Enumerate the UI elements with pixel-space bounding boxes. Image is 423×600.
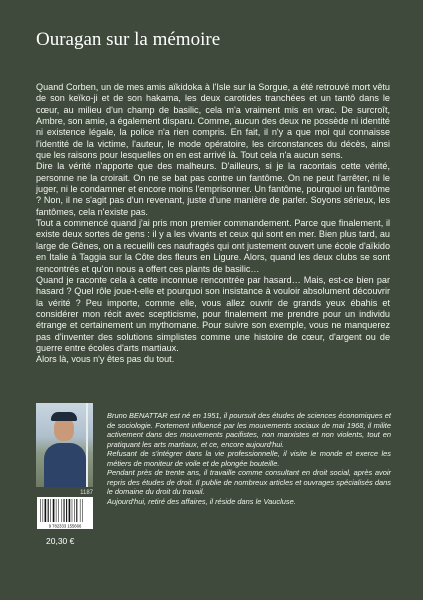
barcode-icon [37, 497, 93, 529]
author-cap [51, 412, 77, 421]
sailboat-mast [86, 403, 88, 487]
barcode-number: 9 782333 155666 [48, 523, 82, 529]
author-biography [107, 411, 391, 506]
price: 20,30 € [46, 536, 75, 546]
author-photo [36, 403, 93, 487]
summary-paragraph: Alors là, vous n'y êtes pas du tout. [36, 354, 175, 365]
summary-paragraph: Dire la vérité n'apporte que des malheurs. D'ailleurs, si je la racontais cette vérité, personne ne la croirait. On ne se bat pas contre un fantôme. On ne peut l'arrêter, ni le juger, ni le condamner et encore moins l'emprisonner. Un fantôme, pourquoi un fantôme ? Non, il ne s'agit pas d'un revenant, juste d'une manière de parler. Soyons sérieux, les fantômes, cela n'existe pas. [36, 161, 390, 217]
bio-paragraph: Aujourd'hui, retiré des affaires, il réside dans le Vaucluse. [107, 496, 296, 506]
back-cover-summary [36, 82, 390, 366]
summary-paragraph: Quand je raconte cela à cette inconnue rencontrée par hasard… Mais, est-ce bien par hasard ? Quel rôle joue-t-elle et pourquoi son insistance à vouloir absolument découvrir la vérité ? Peu importe, comme elle, vous allez ouvrir de grands yeux ébahis et considérer mon récit avec scepticisme, pour finalement me prendre pour un individu étrange et certainement un mythomane. Pour suivre son exemple, vous ne manquerez pas d'inventer des solutions simplistes comme une histoire de cœur, d'argent ou de guerre entre écoles d'arts martiaux. [36, 274, 390, 353]
book-title: Ouragan sur la mémoire [36, 29, 221, 50]
bio-paragraph: Pendant près de trente ans, il travaille comme consultant en droit social, après avoir repris des études de droit. Il publie de nombreux articles et ouvrages spécialisés dans le domaine du droit du travail. [107, 468, 391, 496]
bio-paragraph: Bruno BENATTAR est né en 1951, il poursuit des études de sciences économiques et de sociologie. Fortement influencé par les mouvements sociaux de mai 1968, il milite activement dans des mouvements pacifistes, non marxistes et non violents, tout en pratiquant les arts martiaux, et ce, encore aujourd'hui. [107, 411, 391, 449]
bio-paragraph: Refusant de s'intégrer dans la vie professionnelle, il visite le monde et exerce les métiers de moniteur de voile et de plongée bouteille. [107, 449, 391, 468]
isbn-barcode [37, 497, 93, 529]
summary-paragraph: Tout a commencé quand j'ai pris mon premier commandement. Parce que finalement, il existe deux sortes de gens : il y a les vivants et ceux qui sont en mer. Bien plus tard, au large de Gênes, on a recueilli ces naufragés qui ont justement ouvert une école d'aïkido en Italie à Taggia sur la Côte des fleurs en Ligure. Alors, quand les deux clubs se sont rencontrés et qu'on nous a offert ces plants de basilic… [36, 218, 390, 274]
author-shirt [44, 443, 86, 487]
summary-paragraph: Quand Corben, un de mes amis aïkidoka à l'Isle sur la Sorgue, a été retrouvé mort vêtu de son keïko-ji et de son hakama, les deux carotides tranchées et un tantô dans le cœur, au milieu d'un champ de basilic, cela m'a vraiment mis en vrac. De surcroît, Ambre, son amie, a également disparu. Comme, aucun des deux ne possède ni identité ni existence légale, la police n'a rien compris. En fait, il n'y a que moi qui connaisse l'identité de la victime, l'auteur, le mode opératoire, les circonstances du décès, ainsi que les raisons pour lesquelles on en est arrivé là. Tout cela n'a aucun sens. [36, 82, 390, 161]
photo-code: 1187 [80, 490, 93, 496]
